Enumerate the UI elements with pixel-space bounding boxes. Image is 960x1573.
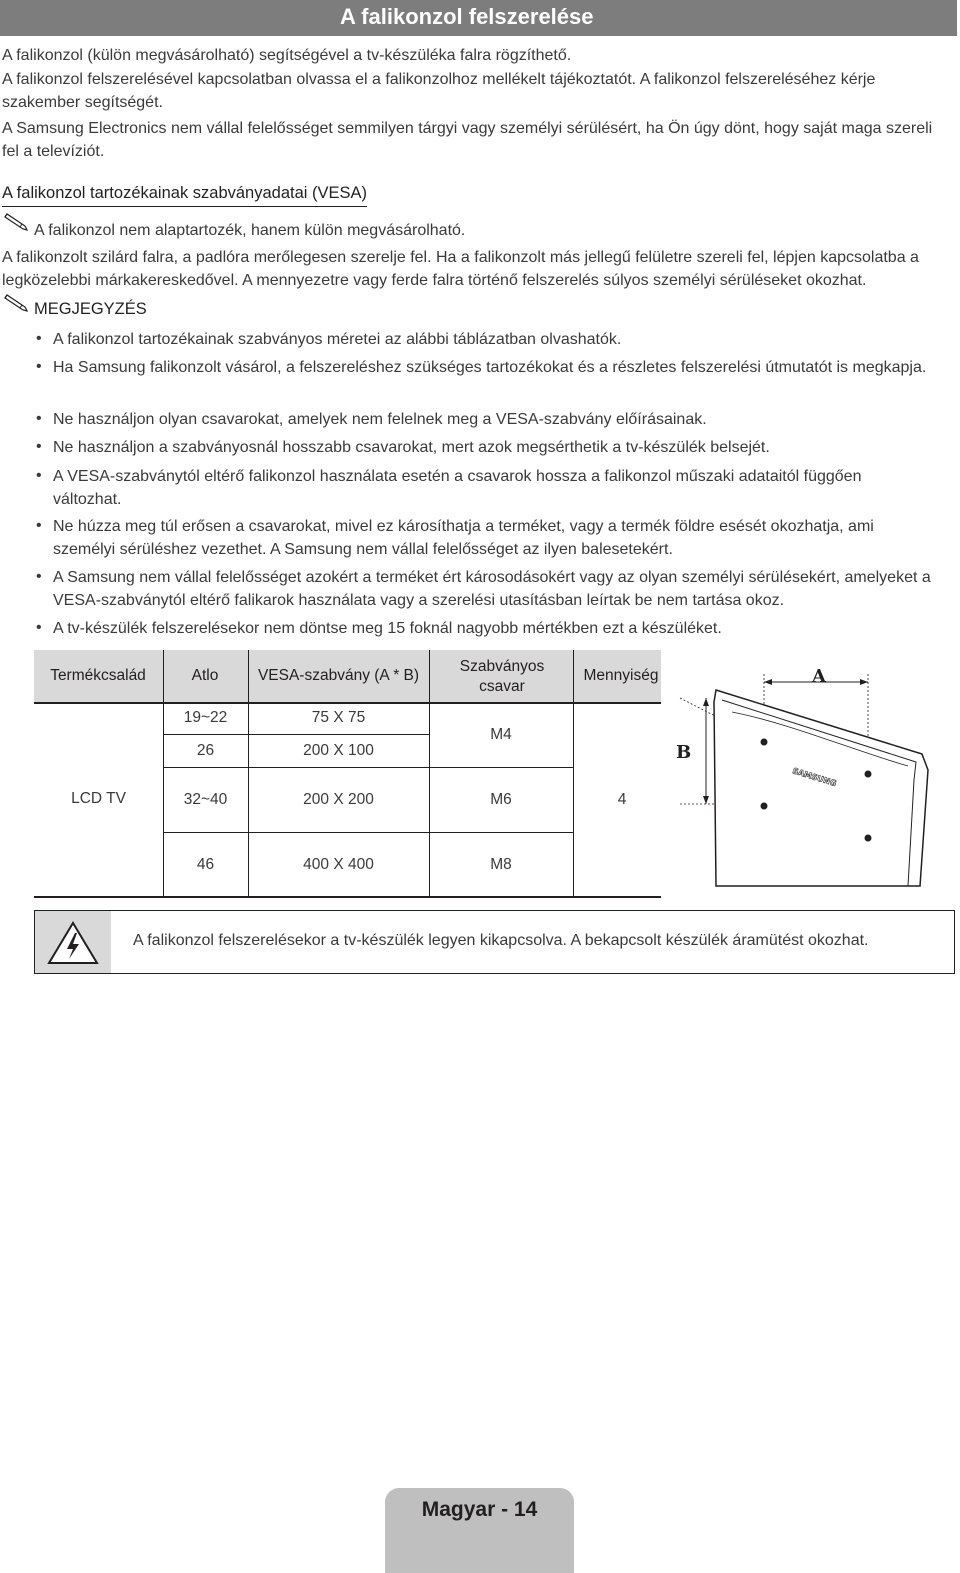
table-bottom-border	[34, 896, 661, 898]
table-header-cell: Szabványos csavar	[459, 658, 545, 695]
table-cell-size: 46	[196, 856, 215, 873]
section-heading-vesa: A falikonzol tartozékainak szabványadatai (VESA)	[2, 184, 367, 207]
table-header-row	[34, 650, 661, 704]
table-cell-vesa: 200 X 100	[303, 742, 374, 759]
electric-shock-warning-icon	[35, 911, 111, 973]
table-divider	[163, 767, 573, 768]
note-item: A Samsung nem vállal felelősséget azokért a terméket ért károsodásokért vagy az olyan személyi sérülésekért, amelyeket a VESA-szabványtól eltérő falikarok használata vagy a szerelési utasításban leírtak be nem tartása okoz.	[53, 569, 931, 609]
table-cell-screw: M4	[490, 726, 512, 743]
bullet-dot: •	[36, 358, 42, 375]
page-title: A falikonzol felszerelése	[340, 4, 594, 29]
bullet-dot: •	[36, 568, 42, 585]
bullet-dot: •	[36, 467, 42, 484]
table-cell-product: LCD TV	[71, 790, 126, 807]
table-header-cell: Atlo	[191, 667, 219, 684]
table-header-cell: Termékcsalád	[50, 667, 146, 684]
table-cell-vesa: 400 X 400	[303, 856, 374, 873]
bullet-dot: •	[36, 438, 42, 455]
table-cell-size: 26	[196, 742, 215, 759]
table-cell-vesa: 75 X 75	[311, 709, 366, 726]
brand-logo: SAMSUNG	[791, 766, 838, 789]
bullet-dot: •	[36, 330, 42, 347]
table-cell-screw: M6	[490, 791, 512, 808]
page-number-label: Magyar - 14	[421, 1498, 538, 1521]
table-header-cell: VESA-szabvány (A * B)	[257, 667, 420, 684]
table-divider	[163, 734, 429, 735]
table-cell-screw: M8	[490, 856, 512, 873]
warning-icon-cell	[35, 911, 111, 973]
pencil-note-icon	[3, 294, 31, 316]
vesa-note-text: A falikonzol nem alaptartozék, hanem külön megvásárolható.	[34, 222, 466, 239]
warning-box	[34, 910, 955, 974]
table-header-cell: Mennyiség	[583, 667, 659, 684]
note-item: A falikonzol tartozékainak szabványos méretei az alábbi táblázatban olvashatók.	[53, 331, 622, 348]
bullet-dot: •	[36, 619, 42, 636]
bullet-dot: •	[36, 517, 42, 534]
dimension-label-b: B	[676, 742, 692, 763]
bullet-dot: •	[36, 410, 42, 427]
header-bar	[0, 0, 957, 36]
intro-paragraph-2: A falikonzol felszerelésével kapcsolatban olvassa el a falikonzolhoz mellékelt tájékoztatót. A falikonzol felszereléséhez kérje szakember segítségét.	[2, 71, 876, 111]
table-cell-quantity: 4	[617, 791, 627, 808]
note-item: Ha Samsung falikonzolt vásárol, a felszereléshez szükséges tartozékokat és a részletes felszerelési útmutatót is megkapja.	[53, 359, 927, 376]
page-number-tab	[385, 1488, 574, 1573]
note-item: Ne használjon a szabványosnál hosszabb csavarokat, mert azok megsérthetik a tv-készülék belsejét.	[53, 439, 770, 456]
vesa-paragraph: A falikonzolt szilárd falra, a padlóra merőlegesen szerelje fel. Ha a falikonzolt más jellegű felületre szereli fel, lépjen kapcsolatba a legközelebbi márkakereskedővel. A mennyezetre vagy ferde falra történő felszerelés súlyos személyi sérüléseket okozhat.	[2, 249, 919, 289]
intro-paragraph-3: A Samsung Electronics nem vállal felelősséget semmilyen tárgyi vagy személyi sérülésért, ha Ön úgy dönt, hogy saját maga szereli fel a televíziót.	[2, 120, 933, 160]
note-item: A VESA-szabványtól eltérő falikonzol használata esetén a csavarok hossza a falikonzol műszaki adataitól függően változhat.	[53, 468, 862, 508]
table-divider	[163, 832, 573, 833]
table-cell-size: 19~22	[183, 709, 228, 726]
pencil-note-icon	[3, 213, 31, 235]
note-item: A tv-készülék felszerelésekor nem döntse meg 15 foknál nagyobb mértékben ezt a készüléket.	[53, 620, 722, 637]
table-cell-vesa: 200 X 200	[303, 791, 374, 808]
tv-back-diagram	[672, 654, 952, 890]
note-item: Ne használjon olyan csavarokat, amelyek nem felelnek meg a VESA-szabvány előírásainak.	[53, 411, 707, 428]
notes-label: MEGJEGYZÉS	[34, 300, 147, 318]
dimension-label-a: A	[812, 666, 826, 687]
note-item: Ne húzza meg túl erősen a csavarokat, mivel ez károsíthatja a terméket, vagy a termék földre esését okozhatja, ami személyi sérüléshez vezethet. A Samsung nem vállal felelősséget az ilyen balesetekért.	[53, 518, 874, 558]
table-cell-size: 32~40	[183, 791, 228, 808]
warning-text: A falikonzol felszerelésekor a tv-készülék legyen kikapcsolva. A bekapcsolt készülék áramütést okozhat.	[133, 932, 869, 949]
table-divider	[573, 650, 574, 897]
intro-paragraph-1: A falikonzol (külön megvásárolható) segítségével a tv-készüléka falra rögzíthető.	[2, 47, 572, 64]
